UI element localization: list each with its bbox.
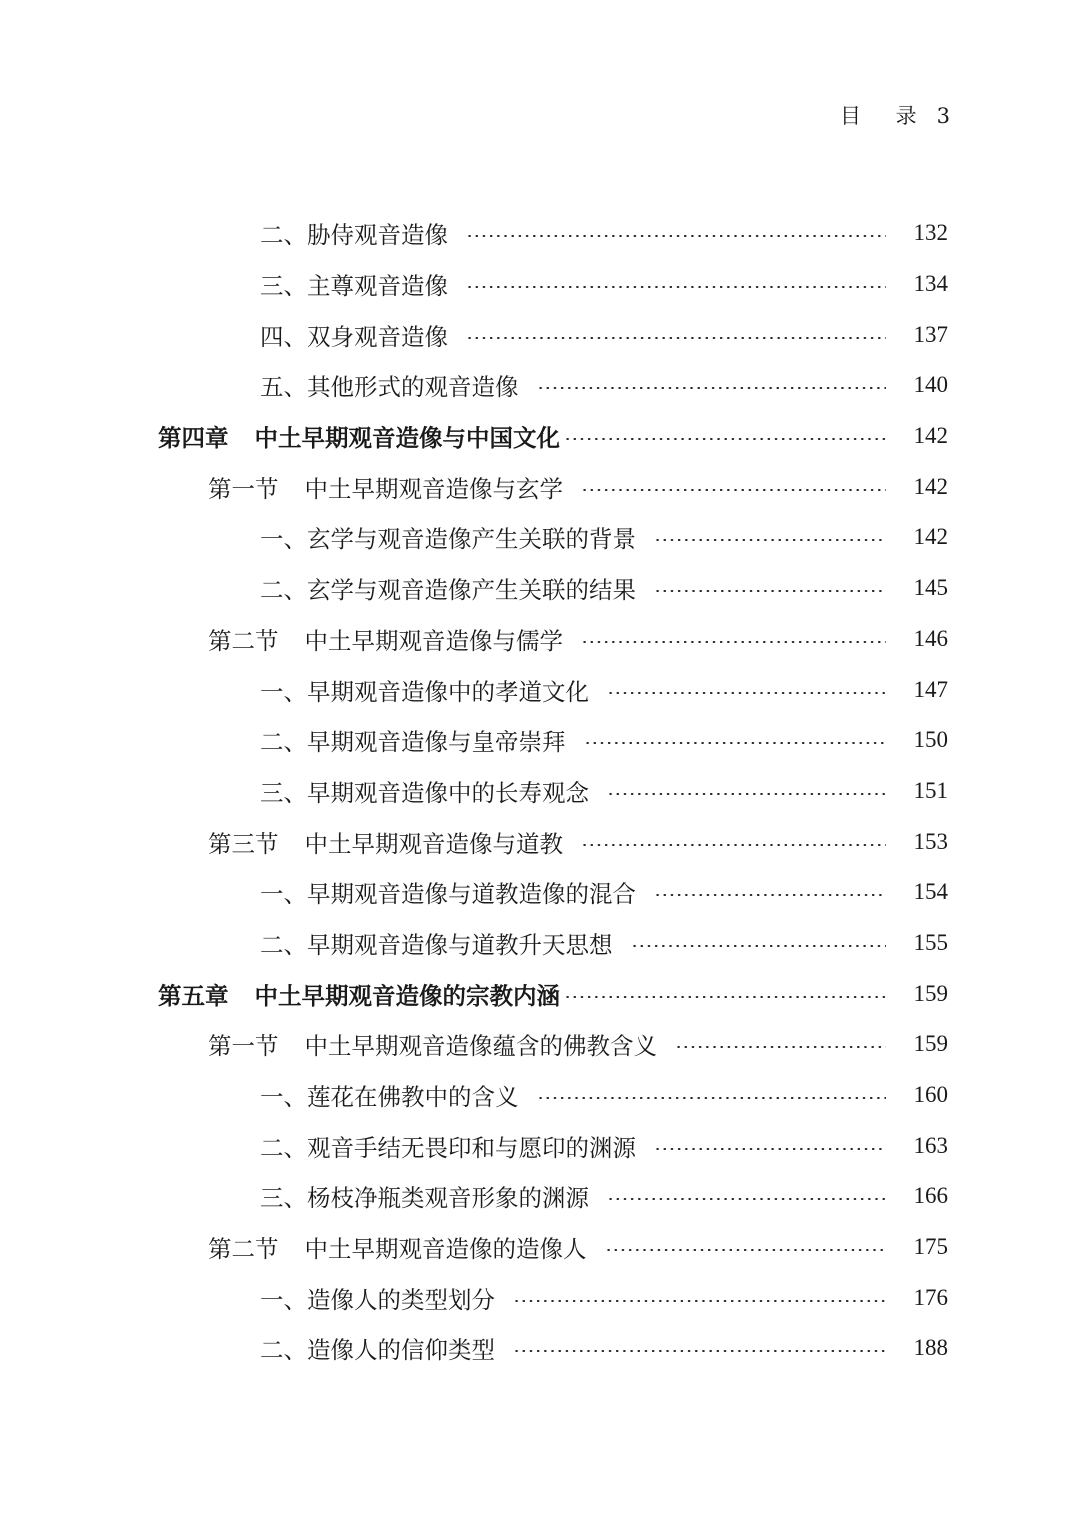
toc-item [0, 259, 1080, 310]
toc-entry-title: 中土早期观音造像与中国文化 [254, 424, 560, 453]
toc-entry-page: 175 [913, 1234, 948, 1260]
toc-item [0, 766, 1080, 817]
toc-entry-label [260, 1281, 513, 1315]
toc-entry-page: 142 [913, 423, 948, 449]
toc-entry-title: 一、造像人的类型划分 [260, 1285, 495, 1314]
toc-entry-page: 146 [913, 625, 948, 651]
toc-entry-title: 一、莲花在佛教中的含义 [260, 1083, 519, 1112]
toc-item [0, 1120, 1080, 1171]
toc-entry-page: 150 [913, 727, 948, 753]
toc-entry-label [260, 723, 584, 757]
toc-item [0, 867, 1080, 918]
dot-leader [631, 945, 887, 947]
toc-item [0, 1070, 1080, 1121]
dot-leader [564, 996, 886, 998]
toc-entry-number: 第一节 [208, 1032, 279, 1061]
toc-entry-label [158, 419, 564, 453]
toc-item [0, 309, 1080, 360]
dot-leader [581, 844, 886, 846]
toc-entry-page: 142 [913, 473, 948, 499]
running-header-title: 目 录 [839, 104, 931, 128]
toc-section [0, 614, 1080, 665]
toc-entry-label [260, 1331, 513, 1365]
toc-entry-label [260, 318, 466, 352]
toc-entry-title: 中土早期观音造像的宗教内涵 [254, 981, 560, 1010]
running-header [840, 100, 952, 130]
toc-entry-page: 160 [913, 1082, 948, 1108]
dot-leader [654, 539, 886, 541]
toc-entry-title: 二、造像人的信仰类型 [260, 1336, 495, 1365]
toc-entry-label [260, 774, 607, 808]
dot-leader [513, 1300, 886, 1302]
toc-entry-number: 第三节 [208, 829, 279, 858]
toc-entry-page: 159 [913, 980, 948, 1006]
table-of-contents [0, 208, 1080, 1374]
toc-entry-label [260, 216, 466, 250]
toc-entry-label [260, 875, 654, 909]
running-header-page-number: 3 [936, 104, 952, 128]
toc-entry-page: 166 [913, 1183, 948, 1209]
toc-entry-label [208, 1230, 605, 1264]
toc-entry-page: 154 [913, 879, 948, 905]
dot-leader [537, 387, 887, 389]
toc-entry-page: 145 [913, 575, 948, 601]
toc-entry-label [260, 673, 607, 707]
toc-entry-number: 第一节 [208, 474, 279, 503]
toc-entry-title: 中土早期观音造像与玄学 [304, 474, 563, 503]
toc-section [0, 461, 1080, 512]
toc-entry-title: 一、早期观音造像与道教造像的混合 [260, 880, 636, 909]
dot-leader [607, 793, 886, 795]
toc-entry-title: 五、其他形式的观音造像 [260, 373, 519, 402]
toc-item [0, 360, 1080, 411]
toc-entry-page: 159 [913, 1031, 948, 1057]
toc-entry-label [208, 1027, 675, 1061]
dot-leader [654, 1148, 886, 1150]
toc-entry-label [260, 1078, 537, 1112]
dot-leader [675, 1046, 886, 1048]
toc-item [0, 664, 1080, 715]
toc-entry-title: 中土早期观音造像的造像人 [304, 1235, 587, 1264]
dot-leader [607, 1198, 886, 1200]
toc-entry-title: 二、胁侍观音造像 [260, 221, 448, 250]
toc-entry-title: 二、玄学与观音造像产生关联的结果 [260, 576, 636, 605]
toc-item [0, 512, 1080, 563]
dot-leader [605, 1249, 887, 1251]
toc-entry-title: 三、杨枝净瓶类观音形象的渊源 [260, 1184, 589, 1213]
toc-chapter [0, 968, 1080, 1019]
toc-entry-page: 132 [913, 220, 948, 246]
toc-entry-number: 第五章 [158, 981, 229, 1010]
toc-entry-title: 二、观音手结无畏印和与愿印的渊源 [260, 1133, 636, 1162]
toc-item [0, 1323, 1080, 1374]
dot-leader [607, 692, 886, 694]
toc-entry-label [260, 926, 631, 960]
dot-leader [581, 489, 886, 491]
toc-entry-title: 一、早期观音造像中的孝道文化 [260, 677, 589, 706]
toc-entry-page: 142 [913, 524, 948, 550]
toc-entry-title: 四、双身观音造像 [260, 322, 448, 351]
dot-leader [654, 894, 886, 896]
toc-entry-label [260, 267, 466, 301]
toc-section [0, 1019, 1080, 1070]
toc-entry-number: 第四章 [158, 424, 229, 453]
dot-leader [654, 590, 886, 592]
toc-entry-page: 188 [913, 1335, 948, 1361]
toc-entry-title: 三、早期观音造像中的长寿观念 [260, 778, 589, 807]
dot-leader [581, 641, 886, 643]
toc-entry-label [260, 368, 537, 402]
toc-entry-label [208, 470, 581, 504]
toc-entry-label [158, 977, 564, 1011]
dot-leader [466, 337, 886, 339]
toc-item [0, 918, 1080, 969]
toc-item [0, 563, 1080, 614]
dot-leader [564, 438, 886, 440]
toc-entry-page: 137 [913, 321, 948, 347]
toc-entry-page: 153 [913, 828, 948, 854]
toc-entry-number: 第二节 [208, 1235, 279, 1264]
toc-entry-page: 134 [913, 271, 948, 297]
toc-entry-title: 三、主尊观音造像 [260, 272, 448, 301]
toc-section [0, 1222, 1080, 1273]
dot-leader [466, 286, 886, 288]
toc-entry-page: 176 [913, 1284, 948, 1310]
toc-entry-title: 二、早期观音造像与皇帝崇拜 [260, 728, 566, 757]
toc-entry-label [260, 520, 654, 554]
toc-entry-page: 147 [913, 676, 948, 702]
toc-entry-page: 163 [913, 1132, 948, 1158]
dot-leader [537, 1097, 887, 1099]
toc-item [0, 1272, 1080, 1323]
toc-item [0, 1171, 1080, 1222]
toc-entry-label [260, 1179, 607, 1213]
toc-entry-label [260, 1129, 654, 1163]
toc-entry-page: 140 [913, 372, 948, 398]
dot-leader [513, 1350, 886, 1352]
toc-entry-label [208, 622, 581, 656]
toc-entry-title: 一、玄学与观音造像产生关联的背景 [260, 525, 636, 554]
dot-leader [584, 742, 887, 744]
toc-item [0, 208, 1080, 259]
toc-entry-title: 中土早期观音造像与道教 [304, 829, 563, 858]
toc-section [0, 816, 1080, 867]
toc-entry-page: 155 [913, 929, 948, 955]
toc-entry-label [260, 571, 654, 605]
toc-entry-title: 二、早期观音造像与道教升天思想 [260, 930, 613, 959]
toc-entry-title: 中土早期观音造像蕴含的佛教含义 [304, 1032, 657, 1061]
toc-entry-label [208, 825, 581, 859]
toc-item [0, 715, 1080, 766]
toc-entry-number: 第二节 [208, 626, 279, 655]
toc-entry-page: 151 [913, 777, 948, 803]
toc-chapter [0, 411, 1080, 462]
toc-entry-title: 中土早期观音造像与儒学 [304, 626, 563, 655]
dot-leader [466, 235, 886, 237]
